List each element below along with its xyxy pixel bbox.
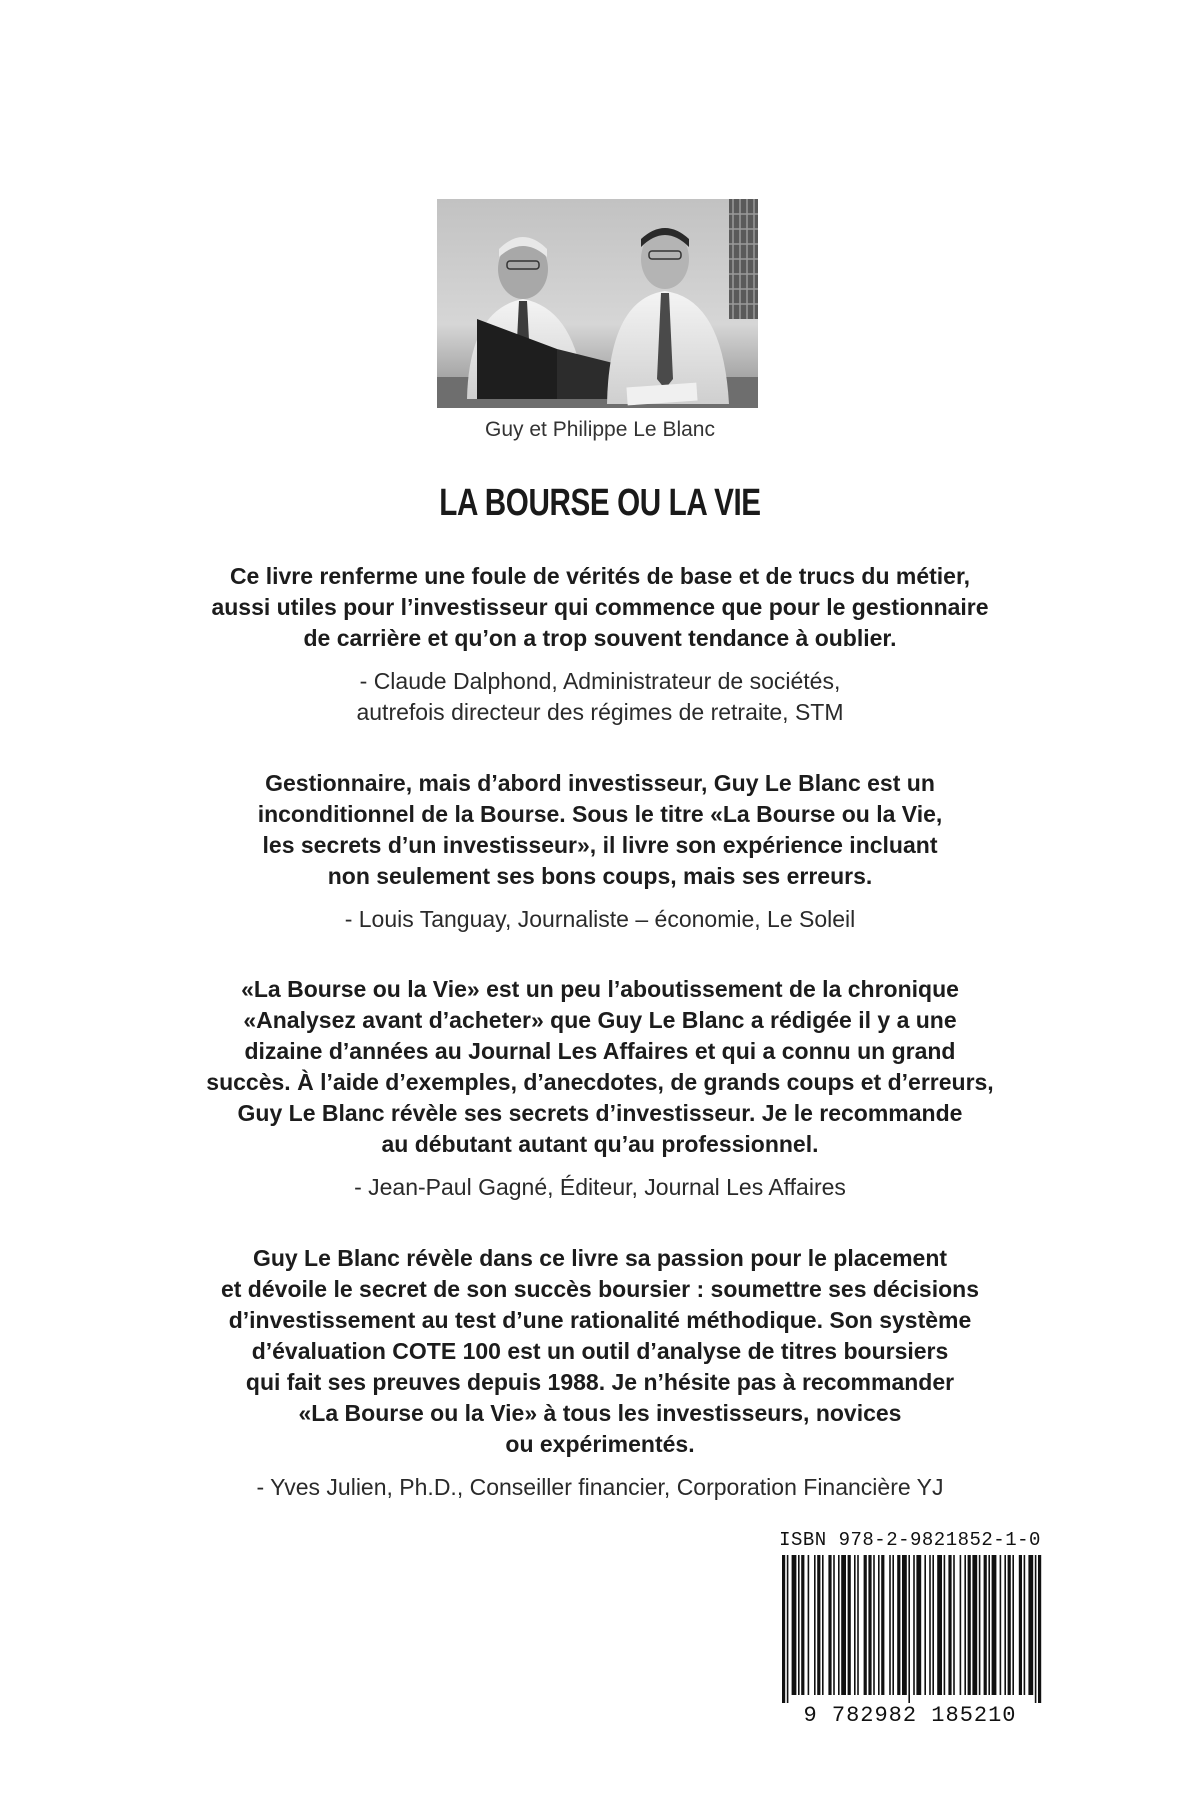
barcode-bar (964, 1555, 966, 1695)
quote-line: «Analysez avant d’acheter» que Guy Le Blanc a rédigée il y a une (243, 1007, 957, 1033)
barcode-bar (814, 1555, 816, 1695)
attribution-line: - Louis Tanguay, Journaliste – économie, Le Soleil (344, 906, 856, 932)
quote-line: Ce livre renferme une foule de vérités de base et de trucs du métier, (229, 563, 971, 589)
barcode-bar (929, 1555, 931, 1695)
barcode-bar (924, 1555, 926, 1695)
barcode-bar (798, 1555, 800, 1695)
barcode-bar (948, 1555, 951, 1695)
barcode-bar (972, 1555, 977, 1695)
author-photo (437, 199, 758, 408)
barcode-bar (854, 1555, 856, 1695)
barcode-bar (792, 1555, 797, 1695)
review-quote-1 (130, 561, 1070, 728)
book-title: LA BOURSE OU LA VIE (439, 482, 761, 524)
quote-line: ou expérimentés. (505, 1431, 695, 1457)
review-quote-4 (130, 1243, 1070, 1503)
quote-line: «La Bourse ou la Vie» à tous les investisseurs, novices (298, 1400, 902, 1426)
barcode-bar (801, 1555, 804, 1695)
barcode-bar (1038, 1555, 1041, 1703)
quote-line: Guy Le Blanc révèle dans ce livre sa passion pour le placement (252, 1245, 948, 1271)
isbn-barcode (776, 1529, 1044, 1729)
barcode-bar (1019, 1555, 1022, 1695)
barcode-bar (1000, 1555, 1002, 1695)
attribution-line: - Claude Dalphond, Administrateur de sociétés, (359, 668, 841, 694)
barcode-bar (1008, 1555, 1011, 1695)
barcode-graphic (776, 1555, 1044, 1703)
barcode-bar (848, 1555, 851, 1695)
review-quote-2 (130, 768, 1070, 935)
barcode-bar (889, 1555, 891, 1695)
quote-line: qui fait ses preuves depuis 1988. Je n’hésite pas à recommander (245, 1369, 955, 1395)
barcode-bar (1035, 1555, 1037, 1703)
quote-line: les secrets d’un investisseur», il livre son expérience incluant (262, 832, 938, 858)
barcode-bar (902, 1555, 907, 1695)
barcode-bar (1012, 1555, 1014, 1695)
barcode-bar (984, 1555, 987, 1695)
barcode-bar (1024, 1555, 1026, 1695)
quote-line: inconditionnel de la Bourse. Sous le titre «La Bourse ou la Vie, (257, 801, 943, 827)
quote-line: Gestionnaire, mais d’abord investisseur, Guy Le Blanc est un (265, 770, 935, 796)
barcode-bar (868, 1555, 871, 1695)
barcode-bar (817, 1555, 820, 1695)
barcode-bar (878, 1555, 880, 1695)
quote-line: de carrière et qu’on a trop souvent tendance à oublier. (303, 625, 897, 651)
quote-attribution (130, 1172, 1070, 1203)
barcode-bar (916, 1555, 921, 1695)
attribution-line: - Yves Julien, Ph.D., Conseiller financier, Corporation Financière YJ (256, 1474, 944, 1500)
barcode-bar (968, 1555, 971, 1695)
author-photo-image (437, 199, 758, 408)
barcode-bar (944, 1555, 946, 1695)
barcode-bar (988, 1555, 990, 1695)
barcode-bar (864, 1555, 867, 1695)
quote-attribution (130, 904, 1070, 935)
barcode-bar (782, 1555, 785, 1703)
photo-caption: Guy et Philippe Le Blanc (485, 418, 715, 441)
barcode-bar (992, 1555, 997, 1695)
barcode-bar (841, 1555, 846, 1695)
barcode-bar (787, 1555, 789, 1703)
barcode-bar (932, 1555, 934, 1695)
barcode-bars (776, 1555, 1044, 1703)
review-quote-3 (130, 974, 1070, 1203)
attribution-line: autrefois directeur des régimes de retraite, STM (356, 699, 844, 725)
barcode-bar (873, 1555, 875, 1695)
barcode-bar (953, 1555, 955, 1695)
attribution-line: - Jean-Paul Gagné, Éditeur, Journal Les Affaires (354, 1174, 846, 1200)
barcode-bar (1028, 1555, 1033, 1695)
barcode-bar (808, 1555, 810, 1695)
quote-line: succès. À l’aide d’exemples, d’anecdotes, de grands coups et d’erreurs, (206, 1069, 994, 1095)
barcode-bar (1004, 1555, 1006, 1695)
barcode-bar (960, 1555, 962, 1695)
barcode-bar (892, 1555, 894, 1695)
barcode-bar (881, 1555, 884, 1695)
barcode-bar (897, 1555, 900, 1695)
quote-line: d’évaluation COTE 100 est un outil d’analyse de titres boursiers (251, 1338, 949, 1364)
barcode-bar (908, 1555, 910, 1703)
barcode-bar (838, 1555, 840, 1695)
barcode-bar (822, 1555, 824, 1695)
quote-line: «La Bourse ou la Vie» est un peu l’aboutissement de la chronique (241, 976, 959, 1002)
barcode-bar (857, 1555, 859, 1695)
quote-attribution (130, 1472, 1070, 1503)
barcode-bar (833, 1555, 835, 1695)
isbn-number: ISBN 978-2-9821852-1-0 (779, 1529, 1041, 1551)
barcode-bar (913, 1555, 915, 1695)
quote-line: aussi utiles pour l’investisseur qui commence que pour le gestionnaire (211, 594, 989, 620)
quote-attribution (130, 666, 1070, 728)
quote-line: au débutant autant qu’au professionnel. (381, 1131, 819, 1157)
quote-line: Guy Le Blanc révèle ses secrets d’investisseur. Je le recommande (237, 1100, 963, 1126)
quote-line: d’investissement au test d’une rationalité méthodique. Son système (228, 1307, 972, 1333)
barcode-digits: 9 782982 185210 (803, 1703, 1017, 1728)
barcode-bar (828, 1555, 831, 1695)
quote-line: non seulement ses bons coups, mais ses erreurs. (327, 863, 873, 889)
quote-line: et dévoile le secret de son succès boursier : soumettre ses décisions (220, 1276, 980, 1302)
barcode-bar (937, 1555, 942, 1695)
quote-line: dizaine d’années au Journal Les Affaires et qui a connu un grand (244, 1038, 956, 1064)
barcode-bar (979, 1555, 981, 1695)
